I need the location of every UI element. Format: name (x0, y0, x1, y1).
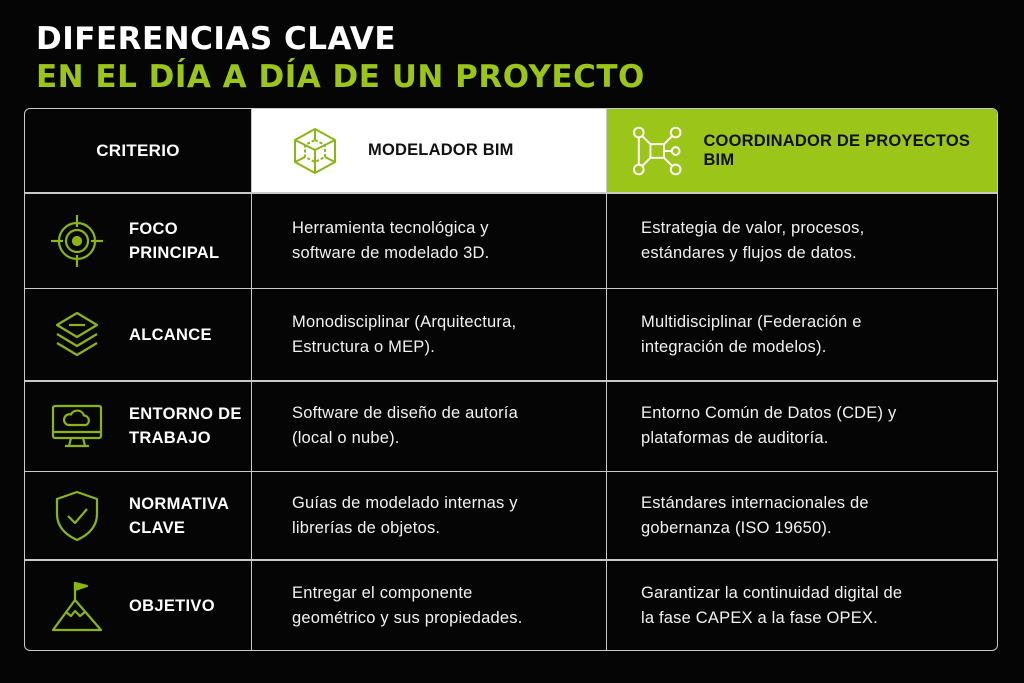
header-criterio (25, 109, 252, 192)
coordinador-text: Multidisciplinar (Federación e integración de modelos). (641, 312, 862, 356)
header-modelador-label: MODELADOR BIM (368, 141, 514, 159)
coordinador-cell (607, 472, 997, 559)
coordinador-cell (607, 289, 997, 380)
coordinador-text: Estrategia de valor, procesos, estándares y flujos de datos. (641, 218, 865, 262)
modelador-cell (252, 561, 607, 651)
mountain-flag-icon (49, 578, 105, 634)
title-line-2: EN EL DÍA A DÍA DE UN PROYECTO (36, 59, 645, 95)
title-line-1: DIFERENCIAS CLAVE (36, 21, 397, 57)
criterio-label: OBJETIVO (129, 596, 215, 615)
modelador-text: Monodisciplinar (Arquitectura, Estructura o MEP). (292, 312, 517, 356)
table-row (25, 289, 997, 380)
modelador-text: Guías de modelado internas y librerías de objetos. (292, 493, 518, 537)
criterio-label: FOCO PRINCIPAL (129, 219, 220, 262)
modelador-cell (252, 194, 607, 288)
criterio-label: NORMATIVA CLAVE (129, 494, 230, 537)
cloud-monitor-icon (49, 398, 105, 454)
table-row (25, 382, 997, 471)
table-row (25, 472, 997, 559)
header-coordinador-label: COORDINADOR DE PROYECTOS BIM (703, 131, 971, 169)
header-modelador (252, 109, 607, 192)
table-row (25, 561, 997, 651)
modelador-cell (252, 289, 607, 380)
header-coordinador (607, 109, 997, 192)
layers-icon (49, 307, 105, 363)
coordinador-cell (607, 382, 997, 471)
comparison-table (24, 108, 998, 651)
modelador-text: Entregar el componente geométrico y sus propiedades. (292, 583, 523, 627)
network-icon (631, 124, 683, 178)
header-criterio-label: CRITERIO (96, 140, 180, 160)
cube-icon (290, 126, 340, 176)
coordinador-cell (607, 561, 997, 651)
criterio-label: ENTORNO DE TRABAJO (129, 405, 242, 447)
criterio-label: ALCANCE (129, 325, 212, 344)
modelador-cell (252, 472, 607, 559)
row-criterio-cell (25, 472, 252, 559)
coordinador-text: Entorno Común de Datos (CDE) y plataformas de auditoría. (641, 404, 897, 447)
coordinador-text: Estándares internacionales de gobernanza (ISO 19650). (641, 493, 869, 537)
target-icon (49, 213, 105, 269)
page-title (36, 20, 645, 96)
row-criterio-cell (25, 194, 252, 288)
modelador-text: Software de diseño de autoría (local o nube). (292, 404, 518, 447)
coordinador-text: Garantizar la continuidad digital de la fase CAPEX a la fase OPEX. (641, 583, 903, 627)
row-criterio-cell (25, 289, 252, 380)
row-criterio-cell (25, 382, 252, 471)
row-criterio-cell (25, 561, 252, 651)
shield-check-icon (49, 488, 105, 544)
coordinador-cell (607, 194, 997, 288)
table-row (25, 194, 997, 288)
modelador-cell (252, 382, 607, 471)
table-header-row (25, 109, 997, 192)
modelador-text: Herramienta tecnológica y software de modelado 3D. (292, 218, 490, 262)
